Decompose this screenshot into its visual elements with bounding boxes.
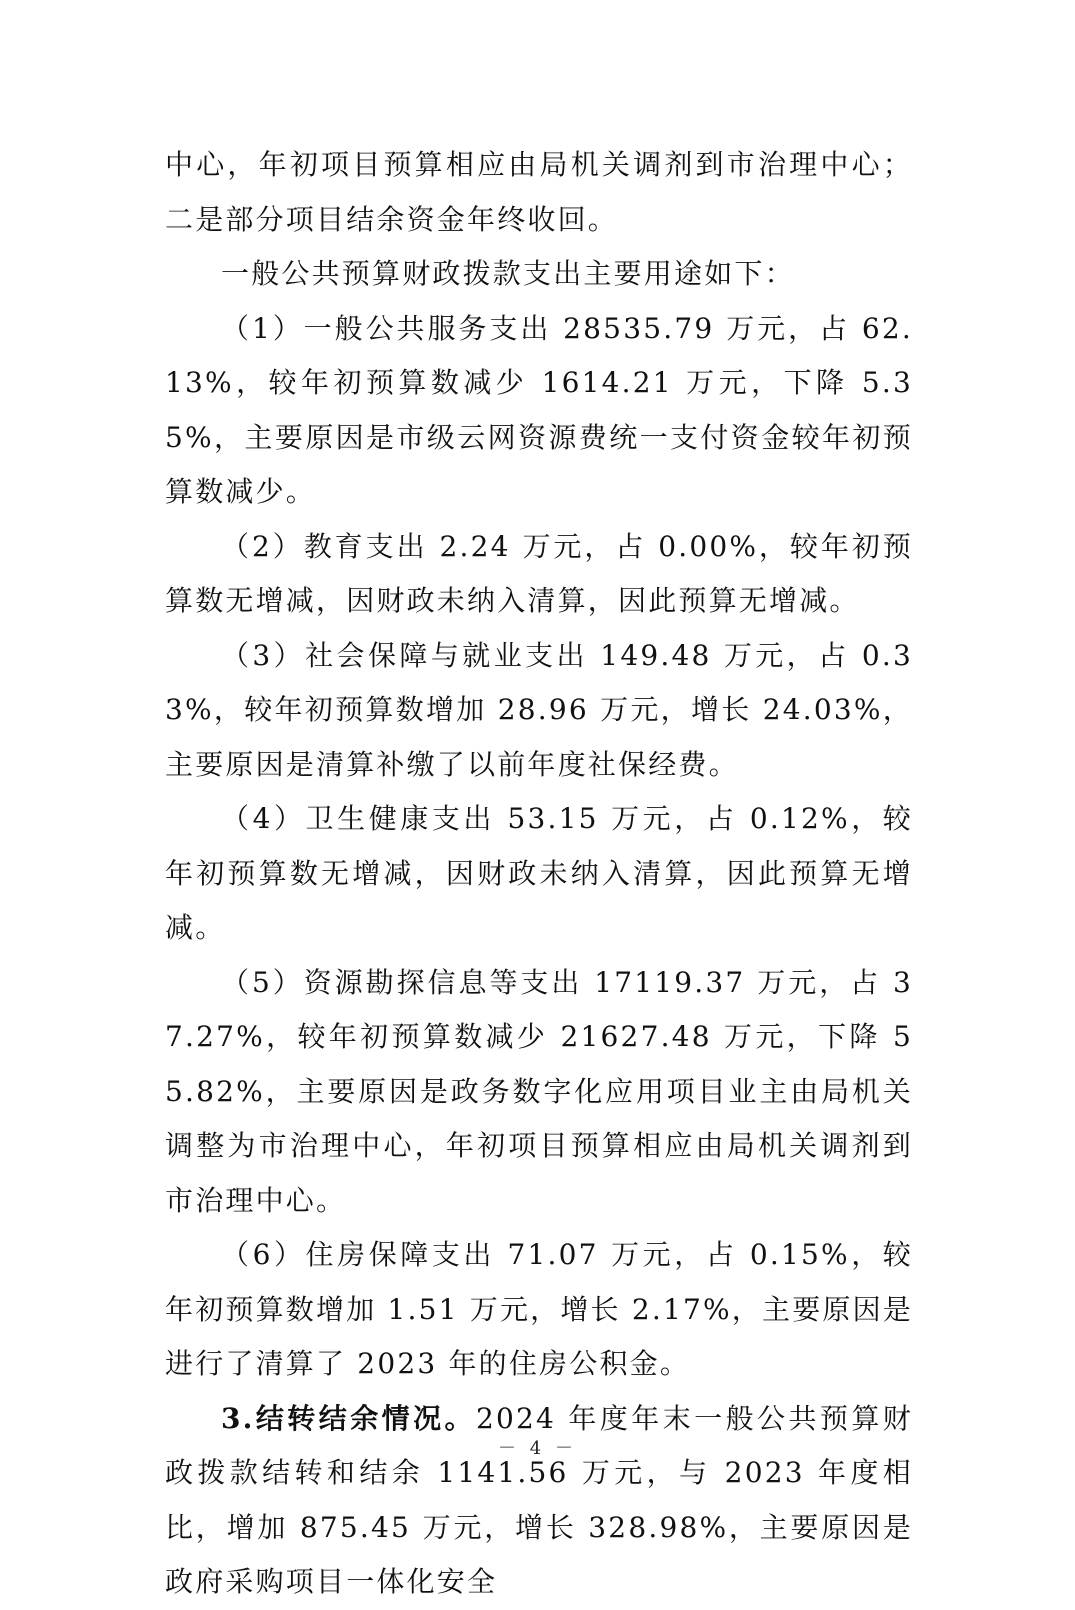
body-text: [165, 138, 913, 1610]
paragraph-item-2: （2）教育支出 2.24 万元，占 0.00%，较年初预算数无增减，因财政未纳入清算，因此预算无增减。: [165, 529, 913, 617]
section-text: 2024 年度年末一般公共预算财政拨款结转和结余 1141.56 万元，与 2023 年度相比，增加 875.45 万元，增长 328.98%，主要原因是政府采购项目一体化安全: [165, 1401, 913, 1598]
paragraph-carryover: [165, 1392, 913, 1610]
paragraph-item-3: （3）社会保障与就业支出 149.48 万元，占 0.33%，较年初预算数增加 28.96 万元，增长 24.03%，主要原因是清算补缴了以前年度社保经费。: [165, 638, 913, 781]
page-number: － 4 －: [498, 1438, 577, 1459]
paragraph-item-5: （5）资源勘探信息等支出 17119.37 万元，占 37.27%，较年初预算数减少 21627.48 万元，下降 55.82%，主要原因是政务数字化应用项目业主由局机关调整为市治理中心，年初项目预算相应由局机关调剂到市治理中心。: [165, 965, 913, 1217]
paragraph-item-6: （6）住房保障支出 71.07 万元，占 0.15%，较年初预算数增加 1.51 万元，增长 2.17%，主要原因是进行了清算了 2023 年的住房公积金。: [165, 1238, 913, 1380]
paragraph-item-1: （1）一般公共服务支出 28535.79 万元，占 62.13%，较年初预算数减少 1614.21 万元，下降 5.35%，主要原因是市级云网资源费统一支付资金较年初预算数减少。: [165, 311, 913, 508]
paragraph-continuation: 中心，年初项目预算相应由局机关调剂到市治理中心；二是部分项目结余资金年终收回。: [165, 148, 913, 236]
paragraph-expenditure-intro: 一般公共预算财政拨款支出主要用途如下：: [221, 257, 795, 290]
section-heading: 3.结转结余情况。: [221, 1401, 476, 1435]
paragraph-item-4: （4）卫生健康支出 53.15 万元，占 0.12%，较年初预算数无增减，因财政未纳入清算，因此预算无增减。: [165, 802, 913, 944]
